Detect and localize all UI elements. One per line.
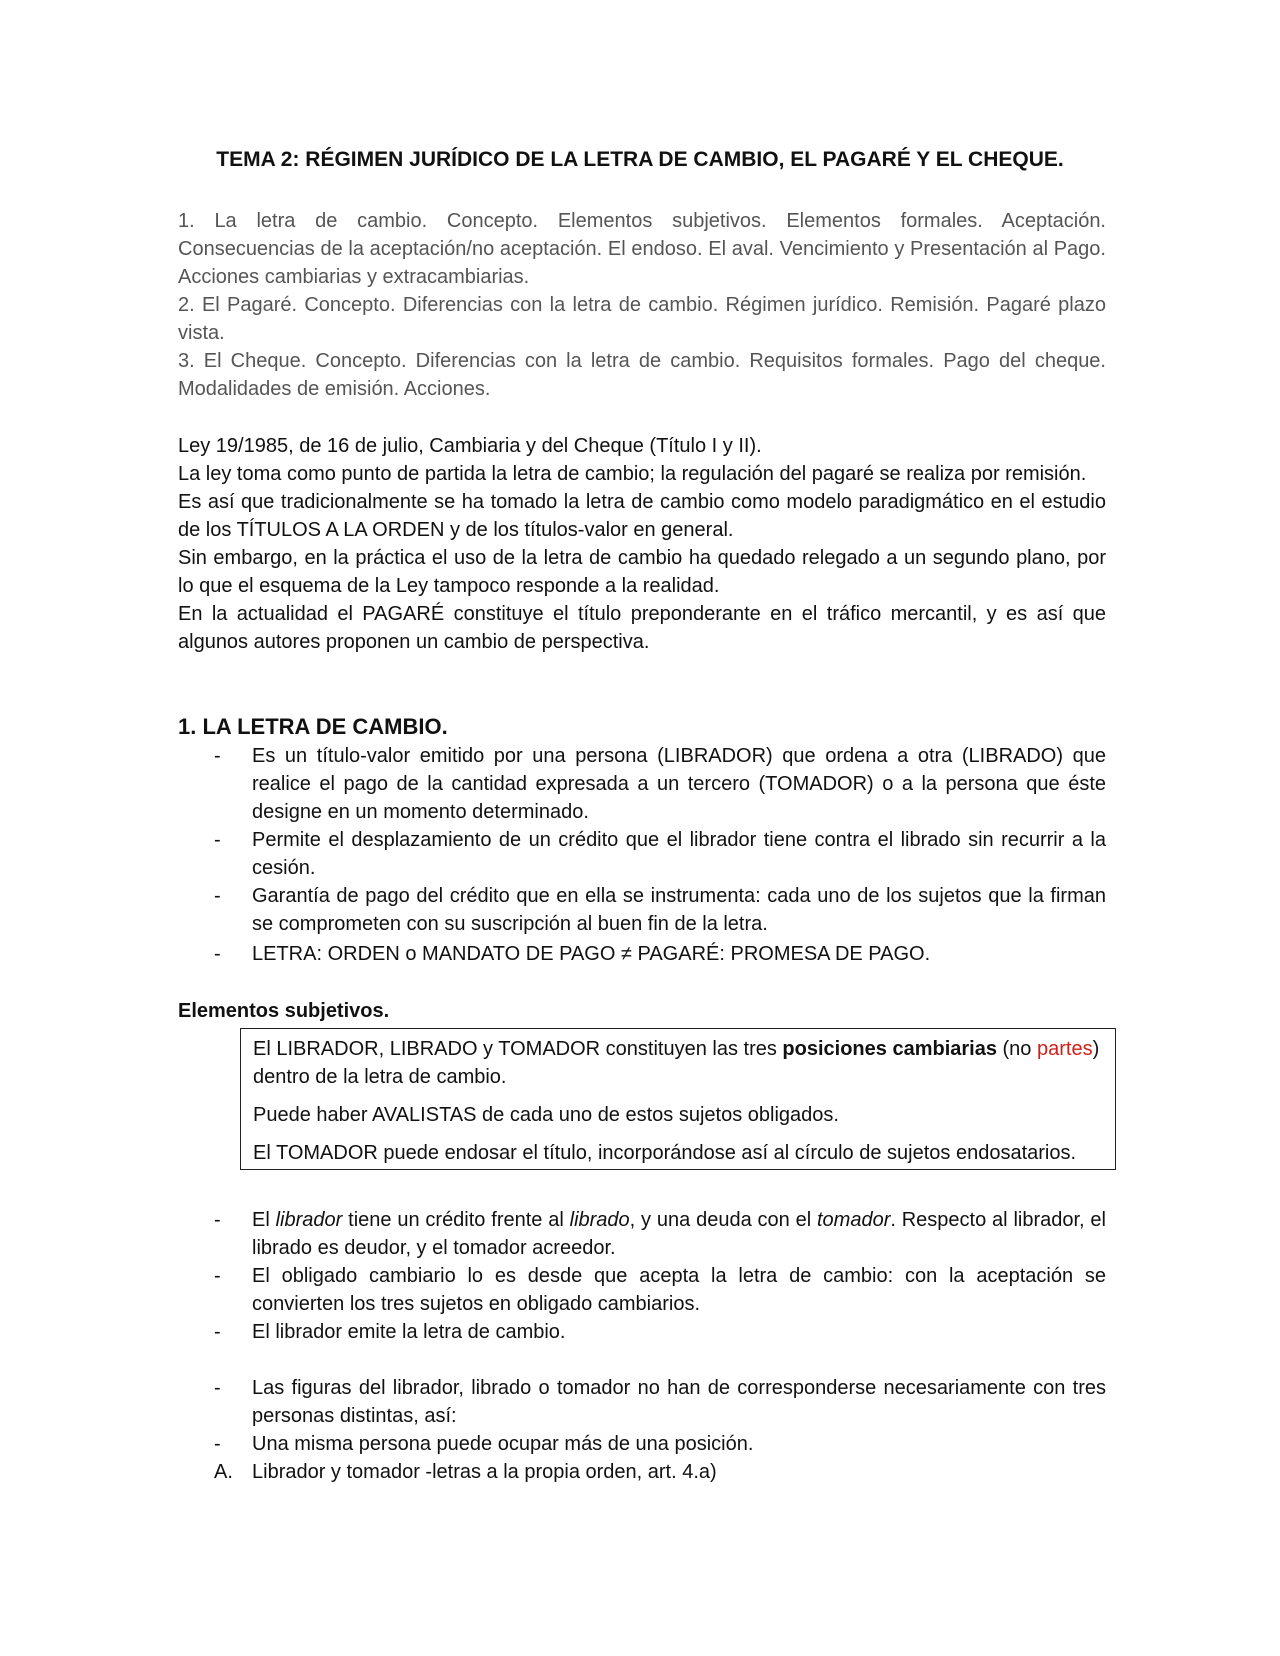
list-item: - El librador emite la letra de cambio. <box>214 1318 1106 1346</box>
syllabus-item: 1. La letra de cambio. Concepto. Elementos subjetivos. Elementos formales. Aceptación. Consecuencias de la aceptación/no aceptación. El endoso. El aval. Vencimiento y Presentación al Pago. Acciones cambiarias y extracambiarias. <box>178 210 1106 288</box>
intro-text <box>178 432 1106 656</box>
list-item: - Las figuras del librador, librado o tomador no han de corresponderse necesariamente con tres personas distintas, así: <box>214 1374 1106 1430</box>
box-paragraph: El LIBRADOR, LIBRADO y TOMADOR constituyen las tres posiciones cambiarias (no partes) dentro de la letra de cambio. <box>253 1038 1100 1088</box>
list-item: - Garantía de pago del crédito que en ella se instrumenta: cada uno de los sujetos que la firman se comprometen con su suscripción al buen fin de la letra. <box>214 882 1106 938</box>
list-item: - Una misma persona puede ocupar más de una posición. <box>214 1430 1106 1458</box>
list-item: - El obligado cambiario lo es desde que acepta la letra de cambio: con la aceptación se convierten los tres sujetos en obligado cambiarios. <box>214 1262 1106 1318</box>
bullet-dash: - <box>214 745 221 767</box>
paragraph: La ley toma como punto de partida la letra de cambio; la regulación del pagaré se realiza por remisión. <box>178 463 1087 485</box>
bullet-dash: - <box>214 1209 221 1231</box>
list-item: - Permite el desplazamiento de un crédito que el librador tiene contra el librado sin recurrir a la cesión. <box>214 826 1106 882</box>
callout-box <box>240 1028 1116 1170</box>
bullet-dash: - <box>214 1433 221 1455</box>
bullet-dash: - <box>214 1377 221 1399</box>
bullet-list <box>214 1374 1106 1486</box>
box-paragraph: El TOMADOR puede endosar el título, incorporándose así al círculo de sujetos endosatarios. <box>253 1142 1077 1164</box>
bullet-dash: - <box>214 829 221 851</box>
list-item: A. Librador y tomador -letras a la propia orden, art. 4.a) <box>214 1458 1106 1486</box>
list-item: - LETRA: ORDEN o MANDATO DE PAGO ≠ PAGARÉ: PROMESA DE PAGO. <box>214 940 1106 968</box>
bullet-dash: - <box>214 943 221 965</box>
syllabus-item: 3. El Cheque. Concepto. Diferencias con la letra de cambio. Requisitos formales. Pago del cheque. Modalidades de emisión. Acciones. <box>178 350 1106 400</box>
list-marker: A. <box>214 1461 233 1483</box>
syllabus <box>178 207 1106 403</box>
bullet-dash: - <box>214 885 221 907</box>
bullet-list <box>214 1206 1106 1346</box>
paragraph: Es así que tradicionalmente se ha tomado la letra de cambio como modelo paradigmático en el estudio de los TÍTULOS A LA ORDEN y de los títulos-valor en general. <box>178 491 1106 541</box>
syllabus-item: 2. El Pagaré. Concepto. Diferencias con la letra de cambio. Régimen jurídico. Remisión. Pagaré plazo vista. <box>178 294 1106 344</box>
list-item: - Es un título-valor emitido por una persona (LIBRADOR) que ordena a otra (LIBRADO) que realice el pago de la cantidad expresada a un tercero (TOMADOR) o a la persona que éste designe en un momento determinado. <box>214 742 1106 826</box>
box-paragraph: Puede haber AVALISTAS de cada uno de estos sujetos obligados. <box>253 1104 839 1126</box>
bullet-list <box>214 742 1106 968</box>
paragraph: Sin embargo, en la práctica el uso de la letra de cambio ha quedado relegado a un segundo plano, por lo que el esquema de la Ley tampoco responde a la realidad. <box>178 547 1106 597</box>
paragraph: Ley 19/1985, de 16 de julio, Cambiaria y del Cheque (Título I y II). <box>178 435 762 457</box>
paragraph: En la actualidad el PAGARÉ constituye el título preponderante en el tráfico mercantil, y es así que algunos autores proponen un cambio de perspectiva. <box>178 603 1106 653</box>
bullet-dash: - <box>214 1321 221 1343</box>
subsection-heading: Elementos subjetivos. <box>178 1000 390 1022</box>
bullet-dash: - <box>214 1265 221 1287</box>
section-heading: 1. LA LETRA DE CAMBIO. <box>178 714 448 739</box>
list-item: - El librador tiene un crédito frente al librado, y una deuda con el tomador. Respecto al librador, el librado es deudor, y el tomador acreedor. <box>214 1206 1106 1262</box>
page-title: TEMA 2: RÉGIMEN JURÍDICO DE LA LETRA DE CAMBIO, EL PAGARÉ Y EL CHEQUE. <box>216 148 1064 171</box>
